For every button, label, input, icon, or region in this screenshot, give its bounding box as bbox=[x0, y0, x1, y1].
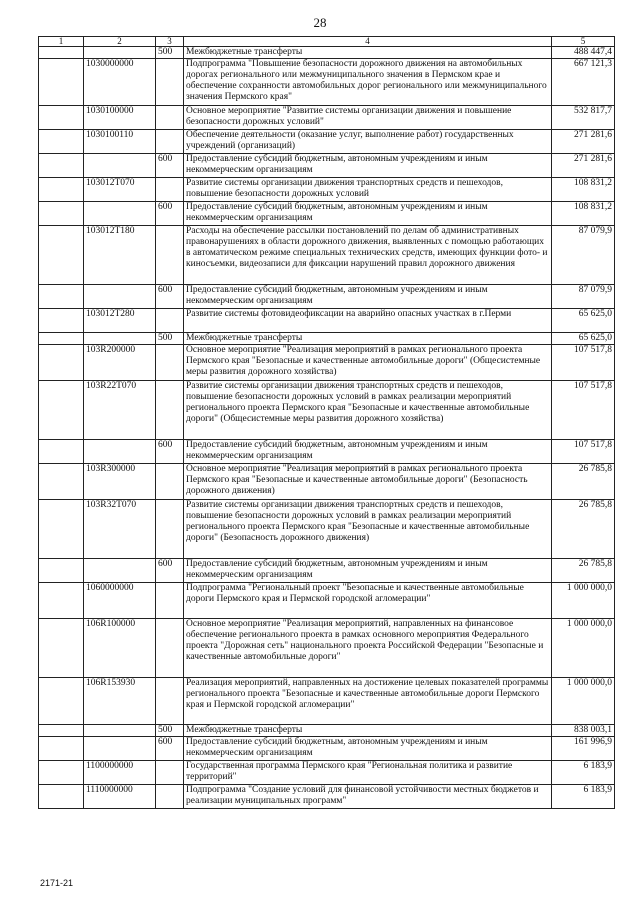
table-row bbox=[39, 559, 615, 583]
cell-amount: 87 079,9 bbox=[552, 226, 615, 285]
cell-target-code: 1030100110 bbox=[84, 130, 156, 154]
cell-amount: 838 003,1 bbox=[552, 725, 615, 737]
cell-target-code: 103012Т280 bbox=[84, 309, 156, 333]
header-col-4: 4 bbox=[184, 37, 552, 47]
cell-expense-type: 600 bbox=[156, 737, 184, 761]
header-col-5: 5 bbox=[552, 37, 615, 47]
table-row bbox=[39, 381, 615, 440]
cell-target-code: 103012Т180 bbox=[84, 226, 156, 285]
cell-target-code bbox=[84, 154, 156, 178]
cell-col-1 bbox=[39, 464, 84, 500]
cell-expense-type bbox=[156, 761, 184, 785]
cell-col-1 bbox=[39, 47, 84, 59]
cell-name: Основное мероприятие "Реализация мероприятий в рамках регионального проекта Пермского края "Безопасные и качественные автомобильные дороги" (Общесистемные меры развития дорожного хозяйства) bbox=[184, 345, 552, 381]
table-row bbox=[39, 785, 615, 809]
cell-target-code: 106R100000 bbox=[84, 619, 156, 678]
cell-col-1 bbox=[39, 583, 84, 619]
cell-target-code bbox=[84, 47, 156, 59]
header-col-1: 1 bbox=[39, 37, 84, 47]
cell-target-code bbox=[84, 202, 156, 226]
cell-col-1 bbox=[39, 761, 84, 785]
table-body bbox=[39, 47, 615, 809]
cell-col-1 bbox=[39, 345, 84, 381]
cell-col-1 bbox=[39, 154, 84, 178]
table-header bbox=[39, 37, 615, 47]
cell-col-1 bbox=[39, 785, 84, 809]
cell-amount: 65 625,0 bbox=[552, 309, 615, 333]
cell-name: Основное мероприятие "Развитие системы организации движения и повышение безопасности дорожных условий" bbox=[184, 106, 552, 130]
cell-name: Подпрограмма "Создание условий для финансовой устойчивости местных бюджетов и реализации муниципальных программ" bbox=[184, 785, 552, 809]
cell-amount: 65 625,0 bbox=[552, 333, 615, 345]
table-row bbox=[39, 737, 615, 761]
cell-target-code: 103012Т070 bbox=[84, 178, 156, 202]
cell-name: Предоставление субсидий бюджетным, автономным учреждениям и иным некоммерческим организациям bbox=[184, 154, 552, 178]
table-row bbox=[39, 440, 615, 464]
cell-expense-type bbox=[156, 106, 184, 130]
table-row bbox=[39, 106, 615, 130]
cell-expense-type bbox=[156, 785, 184, 809]
table-row bbox=[39, 202, 615, 226]
cell-col-1 bbox=[39, 202, 84, 226]
cell-expense-type: 600 bbox=[156, 440, 184, 464]
table-row bbox=[39, 619, 615, 678]
cell-amount: 26 785,8 bbox=[552, 559, 615, 583]
cell-name: Государственная программа Пермского края "Региональная политика и развитие территорий" bbox=[184, 761, 552, 785]
header-col-3: 3 bbox=[156, 37, 184, 47]
cell-amount: 161 996,9 bbox=[552, 737, 615, 761]
cell-col-1 bbox=[39, 678, 84, 725]
cell-expense-type bbox=[156, 130, 184, 154]
cell-target-code: 1030000000 bbox=[84, 59, 156, 106]
cell-name: Основное мероприятие "Реализация мероприятий, направленных на финансовое обеспечение регионального проекта в рамках основного мероприятия Федерального проекта "Дорожная сеть" национального проекта Российской Федерации "Безопасные и качественные автомобильные дороги" bbox=[184, 619, 552, 678]
cell-target-code: 103R200000 bbox=[84, 345, 156, 381]
table-row bbox=[39, 285, 615, 309]
cell-expense-type bbox=[156, 583, 184, 619]
cell-name: Обеспечение деятельности (оказание услуг, выполнение работ) государственных учреждений (организаций) bbox=[184, 130, 552, 154]
cell-amount: 1 000 000,0 bbox=[552, 678, 615, 725]
cell-expense-type: 600 bbox=[156, 559, 184, 583]
cell-amount: 26 785,8 bbox=[552, 500, 615, 559]
page-number: 28 bbox=[313, 15, 327, 30]
cell-expense-type bbox=[156, 678, 184, 725]
cell-amount: 107 517,8 bbox=[552, 440, 615, 464]
cell-col-1 bbox=[39, 381, 84, 440]
cell-amount: 107 517,8 bbox=[552, 381, 615, 440]
cell-name: Предоставление субсидий бюджетным, автономным учреждениям и иным некоммерческим организациям bbox=[184, 559, 552, 583]
cell-target-code: 103R22Т070 bbox=[84, 381, 156, 440]
cell-col-1 bbox=[39, 178, 84, 202]
table-row bbox=[39, 178, 615, 202]
cell-col-1 bbox=[39, 59, 84, 106]
cell-expense-type bbox=[156, 178, 184, 202]
cell-name: Развитие системы организации движения транспортных средств и пешеходов, повышение безопасности дорожных условий bbox=[184, 178, 552, 202]
cell-expense-type bbox=[156, 226, 184, 285]
cell-amount: 108 831,2 bbox=[552, 178, 615, 202]
cell-amount: 107 517,8 bbox=[552, 345, 615, 381]
cell-name: Основное мероприятие "Реализация мероприятий в рамках регионального проекта Пермского края "Безопасные и качественные автомобильные дороги" (Безопасность дорожного движения) bbox=[184, 464, 552, 500]
budget-table bbox=[38, 36, 615, 809]
cell-target-code: 103R32Т070 bbox=[84, 500, 156, 559]
cell-amount: 667 121,3 bbox=[552, 59, 615, 106]
cell-target-code bbox=[84, 333, 156, 345]
cell-target-code bbox=[84, 440, 156, 464]
table-row bbox=[39, 333, 615, 345]
cell-expense-type: 500 bbox=[156, 47, 184, 59]
cell-amount: 108 831,2 bbox=[552, 202, 615, 226]
cell-expense-type: 600 bbox=[156, 154, 184, 178]
cell-col-1 bbox=[39, 737, 84, 761]
table-row bbox=[39, 583, 615, 619]
cell-amount: 6 183,9 bbox=[552, 785, 615, 809]
cell-expense-type: 500 bbox=[156, 725, 184, 737]
cell-amount: 1 000 000,0 bbox=[552, 619, 615, 678]
cell-amount: 6 183,9 bbox=[552, 761, 615, 785]
cell-target-code bbox=[84, 737, 156, 761]
header-col-2: 2 bbox=[84, 37, 156, 47]
cell-expense-type: 500 bbox=[156, 333, 184, 345]
cell-amount: 26 785,8 bbox=[552, 464, 615, 500]
cell-expense-type bbox=[156, 500, 184, 559]
document-code: 2171-21 bbox=[40, 878, 74, 888]
cell-col-1 bbox=[39, 309, 84, 333]
cell-target-code: 1110000000 bbox=[84, 785, 156, 809]
table-row bbox=[39, 130, 615, 154]
cell-name: Предоставление субсидий бюджетным, автономным учреждениям и иным некоммерческим организациям bbox=[184, 737, 552, 761]
table-row bbox=[39, 725, 615, 737]
cell-name: Реализация мероприятий, направленных на достижение целевых показателей программы регионального проекта "Безопасные и качественные автомобильные дороги Пермского края и Пермской городской агломерации" bbox=[184, 678, 552, 725]
cell-target-code: 1060000000 bbox=[84, 583, 156, 619]
cell-expense-type bbox=[156, 59, 184, 106]
cell-col-1 bbox=[39, 226, 84, 285]
cell-amount: 488 447,4 bbox=[552, 47, 615, 59]
cell-expense-type bbox=[156, 381, 184, 440]
cell-name: Межбюджетные трансферты bbox=[184, 47, 552, 59]
cell-col-1 bbox=[39, 619, 84, 678]
cell-col-1 bbox=[39, 559, 84, 583]
table-row bbox=[39, 226, 615, 285]
cell-target-code: 103R300000 bbox=[84, 464, 156, 500]
cell-col-1 bbox=[39, 106, 84, 130]
cell-col-1 bbox=[39, 285, 84, 309]
table-row bbox=[39, 345, 615, 381]
cell-amount: 87 079,9 bbox=[552, 285, 615, 309]
cell-expense-type bbox=[156, 619, 184, 678]
cell-name: Развитие системы фотовидеофиксации на аварийно опасных участках в г.Перми bbox=[184, 309, 552, 333]
table-row bbox=[39, 47, 615, 59]
cell-expense-type bbox=[156, 309, 184, 333]
cell-expense-type: 600 bbox=[156, 285, 184, 309]
cell-name: Развитие системы организации движения транспортных средств и пешеходов, повышение безопасности дорожных условий в рамках реализации мероприятий регионального проекта Пермского края "Безопасные и качественные автомобильные дороги" (Общесистемные меры развития дорожного хозяйства) bbox=[184, 381, 552, 440]
cell-name: Подпрограмма "Региональный проект "Безопасные и качественные автомобильные дороги Пермского края и Пермской городской агломерации" bbox=[184, 583, 552, 619]
cell-amount: 271 281,6 bbox=[552, 154, 615, 178]
cell-name: Межбюджетные трансферты bbox=[184, 725, 552, 737]
cell-name: Предоставление субсидий бюджетным, автономным учреждениям и иным некоммерческим организациям bbox=[184, 285, 552, 309]
cell-target-code bbox=[84, 559, 156, 583]
cell-col-1 bbox=[39, 333, 84, 345]
cell-name: Межбюджетные трансферты bbox=[184, 333, 552, 345]
table-row bbox=[39, 678, 615, 725]
cell-expense-type bbox=[156, 345, 184, 381]
table-row bbox=[39, 500, 615, 559]
cell-expense-type: 600 bbox=[156, 202, 184, 226]
cell-amount: 271 281,6 bbox=[552, 130, 615, 154]
cell-col-1 bbox=[39, 440, 84, 464]
table-row bbox=[39, 464, 615, 500]
cell-name: Развитие системы организации движения транспортных средств и пешеходов, повышение безопасности дорожных условий в рамках реализации мероприятий регионального проекта Пермского края "Безопасные и качественные автомобильные дороги" (Безопасность дорожного движения) bbox=[184, 500, 552, 559]
cell-col-1 bbox=[39, 725, 84, 737]
cell-col-1 bbox=[39, 500, 84, 559]
table-row bbox=[39, 59, 615, 106]
cell-target-code bbox=[84, 285, 156, 309]
cell-target-code: 106R153930 bbox=[84, 678, 156, 725]
cell-amount: 532 817,7 bbox=[552, 106, 615, 130]
cell-amount: 1 000 000,0 bbox=[552, 583, 615, 619]
cell-target-code: 1030100000 bbox=[84, 106, 156, 130]
cell-target-code: 1100000000 bbox=[84, 761, 156, 785]
cell-col-1 bbox=[39, 130, 84, 154]
cell-name: Подпрограмма "Повышение безопасности дорожного движения на автомобильных дорогах регионального или межмуниципального значения в Пермском крае и обеспечение сохранности автомобильных дорог регионального или межмуниципального значения Пермского края" bbox=[184, 59, 552, 106]
cell-name: Предоставление субсидий бюджетным, автономным учреждениям и иным некоммерческим организациям bbox=[184, 202, 552, 226]
table-row bbox=[39, 761, 615, 785]
cell-name: Расходы на обеспечение рассылки постановлений по делам об административных правонарушениях в области дорожного движения, выявленных с помощью работающих в автоматическом режиме специальных технических средств, имеющих функции фото- и киносъемки, видеозаписи для фиксации нарушений правил дорожного движения bbox=[184, 226, 552, 285]
table-row bbox=[39, 154, 615, 178]
cell-expense-type bbox=[156, 464, 184, 500]
cell-name: Предоставление субсидий бюджетным, автономным учреждениям и иным некоммерческим организациям bbox=[184, 440, 552, 464]
table-row bbox=[39, 309, 615, 333]
cell-target-code bbox=[84, 725, 156, 737]
